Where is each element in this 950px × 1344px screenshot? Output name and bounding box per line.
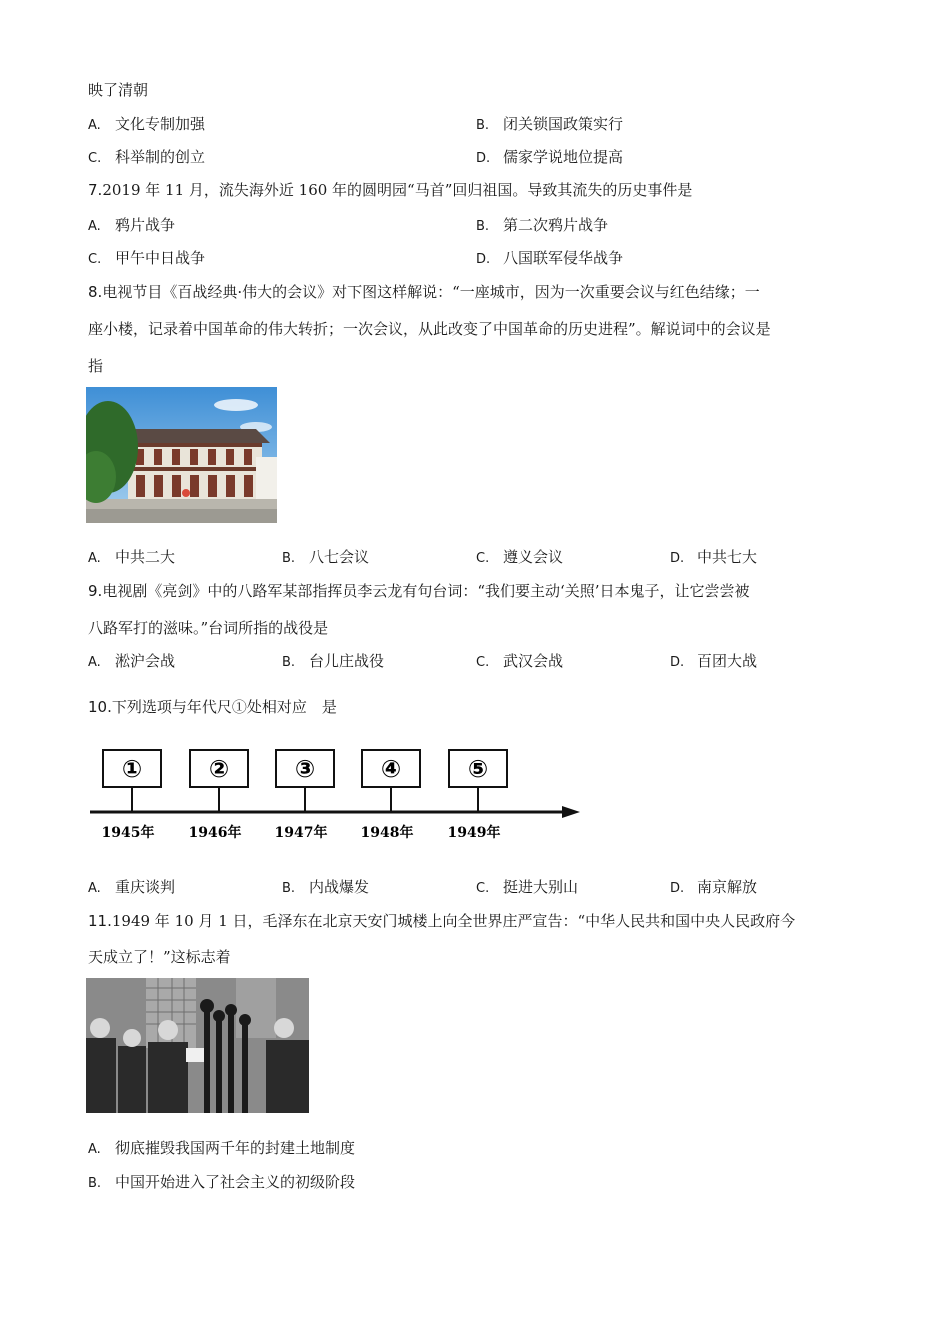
option-text: 八七会议 [309,548,370,566]
q11-option-a[interactable] [88,1138,355,1160]
q9-option-b[interactable] [282,651,384,673]
option-text: 百团大战 [697,652,758,670]
option-key: C. [476,655,490,670]
option-key: A. [88,219,101,234]
q9-stem-line-1 [88,581,750,601]
q8-option-d[interactable] [670,547,757,569]
option-text: 科举制的创立 [115,148,206,166]
option-text: 鸦片战争 [115,216,176,234]
question-text: 电视节目《百战经典·伟大的会议》对下图这样解说：“一座城市，因为一次重要会议与红色结缘；一 [102,283,760,301]
q10-stem [88,697,337,717]
q10-option-d[interactable] [670,877,757,899]
option-text: 中共七大 [697,548,758,566]
timeline-box-label: ③ [294,755,316,783]
q10-option-b[interactable] [282,877,369,899]
option-text: 重庆谈判 [115,878,176,896]
q8-option-c[interactable] [476,547,563,569]
zunyi-meeting-site-photo [86,387,277,523]
option-key: A. [88,1142,101,1157]
q6-stem-tail: 映了清朝 [88,81,149,99]
q10-option-a[interactable] [88,877,175,899]
option-key: A. [88,118,101,133]
option-key: B. [282,551,296,566]
timeline-year-label: 1947年 [274,825,328,841]
founding-ceremony-photo [86,978,309,1113]
option-text: 遵义会议 [503,548,564,566]
q6-option-d[interactable] [476,147,623,169]
timeline-year-label: 1945年 [101,825,155,841]
timeline-box-label: ④ [380,755,402,783]
q8-option-b[interactable] [282,547,369,569]
question-number: 11. [88,912,112,930]
option-text: 中共二大 [115,548,176,566]
timeline-box-1 [103,750,161,812]
option-text: 淞沪会战 [115,652,176,670]
option-text: 儒家学说地位提高 [503,148,624,166]
option-key: C. [476,881,490,896]
q7-option-d[interactable] [476,248,623,270]
q9-option-c[interactable] [476,651,563,673]
option-key: D. [476,252,491,267]
option-key: B. [88,1176,102,1191]
q6-option-b[interactable] [476,114,623,136]
timeline-box-4 [362,750,420,812]
q7-option-a[interactable] [88,215,175,237]
q11-option-b[interactable] [88,1172,355,1194]
q8-option-a[interactable] [88,547,175,569]
option-text: 文化专制加强 [115,115,206,133]
q11-stem-line-2: 天成立了！”这标志着 [88,948,231,966]
option-key: D. [476,151,491,166]
option-text: 台儿庄战役 [309,652,385,670]
option-text: 闭关锁国政策实行 [503,115,624,133]
question-text: 2019 年 11 月，流失海外近 160 年的圆明园“马首”回归祖国。导致其流失的历史事件是 [102,181,693,199]
option-key: B. [282,881,296,896]
q7-option-b[interactable] [476,215,608,237]
option-text: 挺进大别山 [503,878,579,896]
question-text: 1949 年 10 月 1 日，毛泽东在北京天安门城楼上向全世界庄严宣告：“中华人民共和国中央人民政府今 [111,912,796,930]
option-key: A. [88,655,101,670]
option-key: B. [476,219,490,234]
q7-stem [88,180,692,200]
option-key: A. [88,881,101,896]
timeline-box-5 [449,750,507,812]
option-text: 武汉会战 [503,652,564,670]
option-text: 中国开始进入了社会主义的初级阶段 [115,1173,356,1191]
q9-option-a[interactable] [88,651,175,673]
timeline-year-label: 1949年 [447,825,501,841]
q9-stem-line-2: 八路军打的滋味。”台词所指的战役是 [88,619,329,637]
timeline-box-2 [190,750,248,812]
q7-option-c[interactable] [88,248,205,270]
question-number: 10. [88,698,112,716]
option-key: B. [282,655,296,670]
question-text: 电视剧《亮剑》中的八路军某部指挥员李云龙有句台词：“我们要主动‘关照’日本鬼子，让它尝尝被 [102,582,750,600]
option-key: D. [670,551,685,566]
option-key: D. [670,881,685,896]
option-text: 第二次鸦片战争 [503,216,609,234]
timeline-box-label: ② [208,755,230,783]
question-text: 下列选项与年代尺①处相对应 是 [111,698,337,716]
option-key: C. [476,551,490,566]
option-key: C. [88,252,102,267]
option-text: 甲午中日战争 [115,249,206,267]
question-number: 8. [88,283,103,301]
q9-option-d[interactable] [670,651,757,673]
q10-option-c[interactable] [476,877,578,899]
q11-stem-line-1 [88,911,795,931]
timeline-box-label: ① [121,755,143,783]
option-key: C. [88,151,102,166]
timeline-ruler [86,744,586,844]
q8-stem-line-1 [88,282,760,302]
q6-option-a[interactable] [88,114,205,136]
option-text: 八国联军侵华战争 [503,249,624,267]
option-text: 彻底摧毁我国两千年的封建土地制度 [115,1139,356,1157]
timeline-year-label: 1948年 [360,825,414,841]
option-text: 内战爆发 [309,878,370,896]
q8-stem-line-3: 指 [88,357,104,375]
timeline-year-label: 1946年 [188,825,242,841]
option-key: A. [88,551,101,566]
question-number: 9. [88,582,103,600]
option-key: D. [670,655,685,670]
question-number: 7. [88,181,103,199]
q6-option-c[interactable] [88,147,205,169]
option-text: 南京解放 [697,878,758,896]
timeline-arrow-icon [562,806,580,818]
q8-stem-line-2: 座小楼，记录着中国革命的伟大转折；一次会议，从此改变了中国革命的历史进程”。解说词中的会议是 [88,320,771,338]
timeline-box-label: ⑤ [467,755,489,783]
timeline-box-3 [276,750,334,812]
option-key: B. [476,118,490,133]
